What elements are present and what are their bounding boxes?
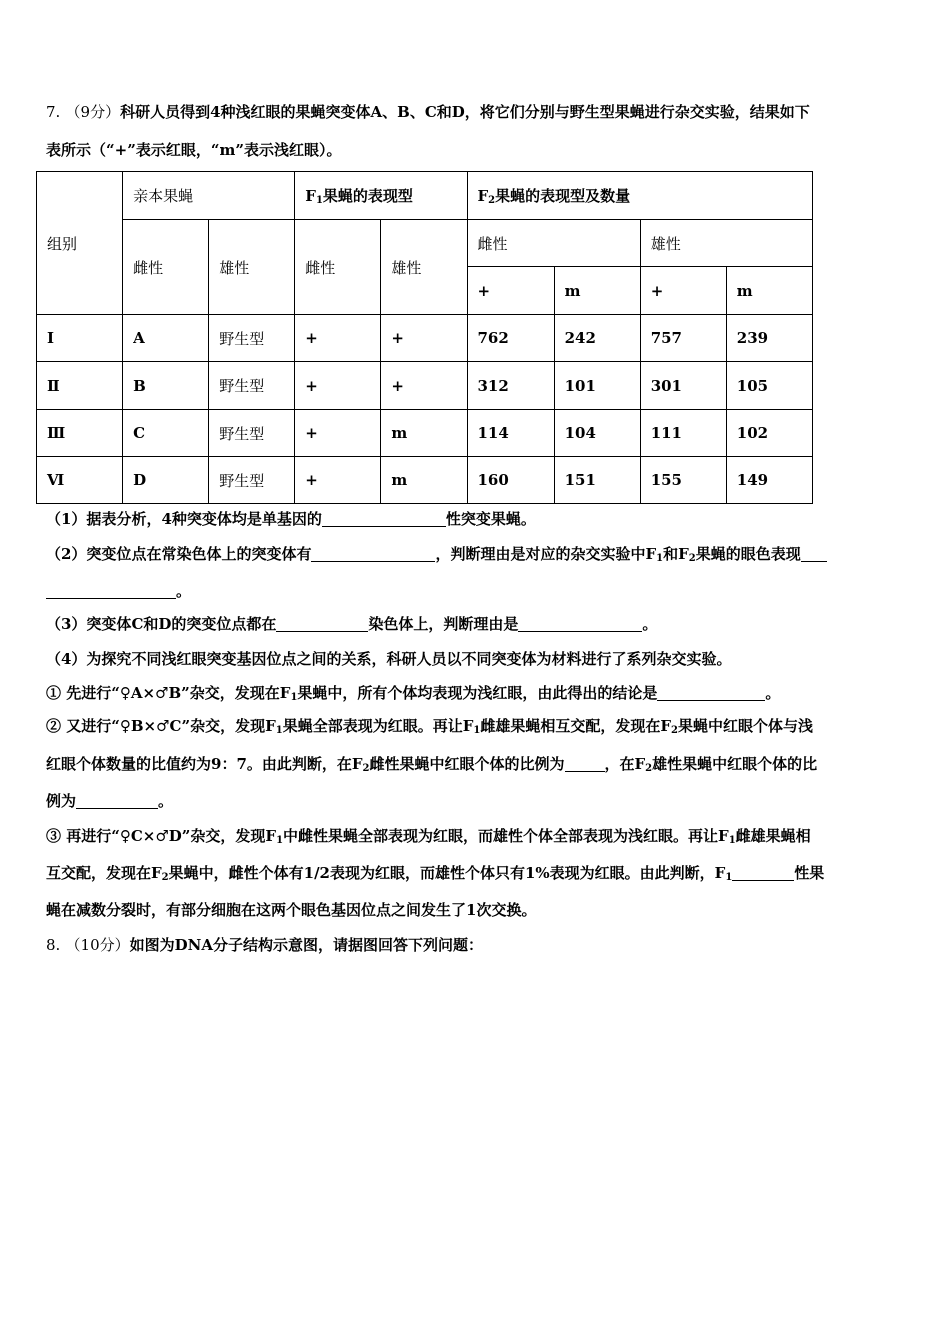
sub-question-2-cont: 。 xyxy=(46,581,191,601)
group-cell: Ⅵ xyxy=(37,457,123,504)
f2-male-m-header: m xyxy=(726,267,812,315)
f1-female-cell: + xyxy=(295,315,381,362)
f2-male-plus-cell: 111 xyxy=(640,410,726,457)
f2-female-plus-cell: 312 xyxy=(467,362,554,410)
experiment-3-line1: ③ 再进行“♀C×♂D”杂交，发现$F_1$中雌性果蝇全部表现为红眼，而雄性个体全部表现为浅红眼。再让$F_1$雌雄果蝇相 xyxy=(46,827,811,846)
experiment-2-line1: ② 又进行“♀B×♂C”杂交，发现$F_1$果蝇全部表现为红眼。再让$F_1$雌雄果蝇相互交配，发现在$F_2$果蝇中红眼个体与浅 xyxy=(46,717,813,736)
answer-blank[interactable] xyxy=(732,865,794,881)
parent-female-cell: D xyxy=(123,457,209,504)
parent-female-header: 雌性 xyxy=(123,220,209,315)
parent-header: 亲本果蝇 xyxy=(123,172,295,220)
parent-female-cell: B xyxy=(123,362,209,410)
table-row xyxy=(37,410,813,457)
f2-female-m-header: m xyxy=(554,267,640,315)
f1-female-cell: + xyxy=(295,457,381,504)
table-row xyxy=(37,457,813,504)
f1-male-cell: + xyxy=(381,315,467,362)
q7-number: 7. xyxy=(46,103,61,121)
parent-female-cell: A xyxy=(123,315,209,362)
q7-intro-text1: 科研人员得到4种浅红眼的果蝇突变体A、B、C和D，将它们分别与野生型果蝇进行杂交实验，结果如下 xyxy=(120,103,810,121)
f1-male-cell: + xyxy=(381,362,467,410)
f2-male-m-cell: 239 xyxy=(726,315,812,362)
sub-question-2: （2）突变位点在常染色体上的突变体有 ，判断理由是对应的杂交实验中$F_1$和$F_2$果蝇的眼色表现 xyxy=(46,544,827,569)
experiment-2-line3: 例为 。 xyxy=(46,792,174,810)
f1-header: $F_1$果蝇的表现型 xyxy=(295,172,467,220)
experiment-2-line2: 红眼个体数量的比值约为9：7。由此判断，在$F_2$雌性果蝇中红眼个体的比例为 ，在$F_2$雄性果蝇中红眼个体的比 xyxy=(46,755,818,774)
f2-female-m-cell: 151 xyxy=(554,457,640,504)
group-header: 组别 xyxy=(37,172,123,315)
f2-female-plus-header: + xyxy=(467,267,554,315)
parent-female-cell: C xyxy=(123,410,209,457)
parent-male-header: 雄性 xyxy=(209,220,295,315)
results-table xyxy=(36,171,813,504)
parent-male-cell: 野生型 xyxy=(209,315,295,362)
group-cell: Ⅰ xyxy=(37,315,123,362)
f2-male-m-cell: 105 xyxy=(726,362,812,410)
q8-text: 如图为DNA分子结构示意图，请据图回答下列问题： xyxy=(129,936,483,954)
answer-blank[interactable] xyxy=(322,511,446,527)
f2-female-plus-cell: 114 xyxy=(467,410,554,457)
answer-blank[interactable] xyxy=(76,793,158,809)
f2-female-m-cell: 242 xyxy=(554,315,640,362)
q8-line xyxy=(46,935,483,955)
experiment-3-line2: 互交配，发现在$F_2$果蝇中，雌性个体有1/2表现为红眼，而雄性个体只有1%表现为红眼。由此判断，$F_1$ 性果 xyxy=(46,864,825,883)
f1-female-cell: + xyxy=(295,410,381,457)
answer-blank[interactable] xyxy=(276,616,368,632)
q7-intro-line1 xyxy=(46,102,810,122)
f2-female-plus-cell: 762 xyxy=(467,315,554,362)
experiment-3-line3: 蝇在减数分裂时，有部分细胞在这两个眼色基因位点之间发生了1次交换。 xyxy=(46,901,537,919)
q7-intro-text2: 表所示（“+”表示红眼，“m”表示浅红眼）。 xyxy=(46,141,342,159)
f2-male-plus-cell: 155 xyxy=(640,457,726,504)
f2-female-m-cell: 101 xyxy=(554,362,640,410)
f2-female-m-cell: 104 xyxy=(554,410,640,457)
f1-male-cell: m xyxy=(381,457,467,504)
group-cell: Ⅲ xyxy=(37,410,123,457)
f2-male-header: 雄性 xyxy=(640,220,812,267)
f2-male-m-cell: 102 xyxy=(726,410,812,457)
table-row xyxy=(37,315,813,362)
f2-female-header: 雌性 xyxy=(467,220,640,267)
f2-male-plus-cell: 757 xyxy=(640,315,726,362)
group-cell: Ⅱ xyxy=(37,362,123,410)
f2-male-m-cell: 149 xyxy=(726,457,812,504)
table-row xyxy=(37,362,813,410)
f1-female-cell: + xyxy=(295,362,381,410)
f2-male-plus-cell: 301 xyxy=(640,362,726,410)
answer-blank[interactable] xyxy=(518,616,642,632)
parent-male-cell: 野生型 xyxy=(209,410,295,457)
sub-question-3: （3）突变体C和D的突变位点都在 染色体上，判断理由是 。 xyxy=(46,615,658,633)
q7-intro-line2 xyxy=(46,140,341,160)
f2-female-plus-cell: 160 xyxy=(467,457,554,504)
f1-female-header: 雌性 xyxy=(295,220,381,315)
q7-score: （9分） xyxy=(65,103,121,121)
answer-blank[interactable] xyxy=(801,546,827,562)
answer-blank[interactable] xyxy=(311,546,435,562)
parent-male-cell: 野生型 xyxy=(209,362,295,410)
sub-question-4: （4）为探究不同浅红眼突变基因位点之间的关系，科研人员以不同突变体为材料进行了系列杂交实验。 xyxy=(46,650,732,668)
f1-male-cell: m xyxy=(381,410,467,457)
sub-question-1: （1）据表分析，4种突变体均是单基因的 性突变果蝇。 xyxy=(46,510,536,528)
answer-blank[interactable] xyxy=(657,685,765,701)
parent-male-cell: 野生型 xyxy=(209,457,295,504)
f1-male-header: 雄性 xyxy=(381,220,467,315)
answer-blank[interactable] xyxy=(46,583,176,599)
experiment-1: ① 先进行“♀A×♂B”杂交，发现在$F_1$果蝇中，所有个体均表现为浅红眼，由此得出的结论是 。 xyxy=(46,684,781,703)
f2-header: $F_2$果蝇的表现型及数量 xyxy=(467,172,813,220)
answer-blank[interactable] xyxy=(565,756,605,772)
f2-male-plus-header: + xyxy=(640,267,726,315)
q8-number: 8. xyxy=(46,936,61,954)
q8-score: （10分） xyxy=(65,936,130,954)
